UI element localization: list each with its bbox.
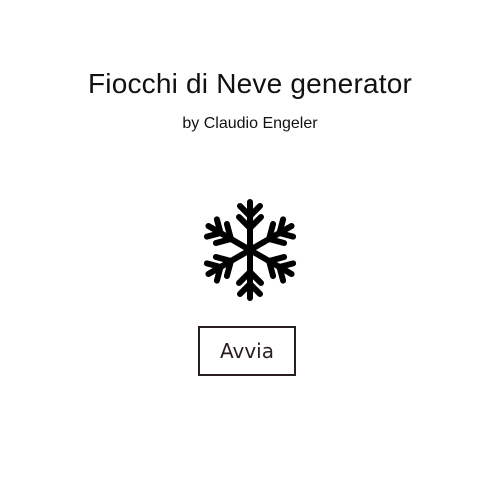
snowflake-icon <box>199 199 301 301</box>
author-byline: by Claudio Engeler <box>182 115 318 132</box>
start-button[interactable]: Avvia <box>198 326 296 376</box>
app-title: Fiocchi di Neve generator <box>87 68 413 99</box>
